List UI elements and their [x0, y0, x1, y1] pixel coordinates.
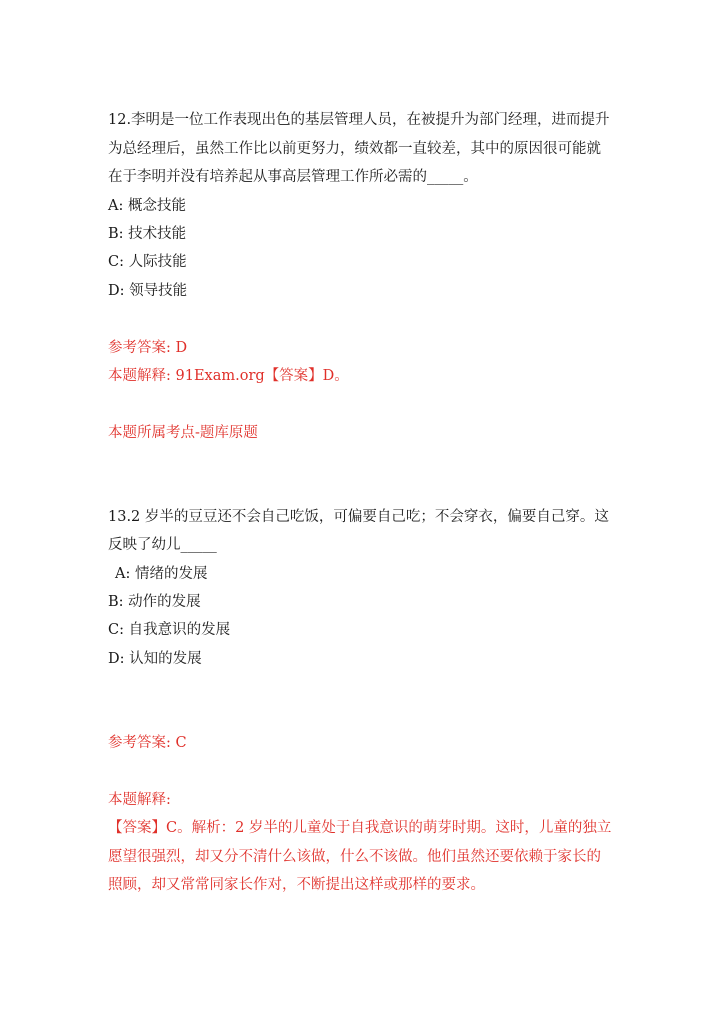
q13-stem-line-1: 13.2 岁半的豆豆还不会自己吃饭，可偏要自己吃；不会穿衣，偏要自己穿。这 [108, 509, 609, 525]
q13-explanation-label: 本题解释: [108, 792, 171, 808]
q13-option-c: C: 自我意识的发展 [108, 622, 231, 638]
q12-stem-line-1: 12.李明是一位工作表现出色的基层管理人员，在被提升为部门经理，进而提升 [108, 112, 610, 128]
q12-option-c: C: 人际技能 [108, 254, 187, 270]
q12-stem-line-3: 在于李明并没有培养起从事高层管理工作所必需的_____。 [108, 169, 478, 185]
q13-explanation-line-2: 愿望很强烈，却又分不清什么该做，什么不该做。他们虽然还要依赖于家长的 [108, 849, 601, 865]
q13-answer: 参考答案: C [108, 735, 187, 751]
q13-explanation-line-1: 【答案】C。解析：2 岁半的儿童处于自我意识的萌芽时期。这时，儿童的独立 [108, 820, 612, 836]
q12-category: 本题所属考点-题库原题 [108, 425, 258, 441]
q13-explanation-line-3: 照顾，却又常常同家长作对，不断提出这样或那样的要求。 [108, 877, 485, 893]
q13-option-b: B: 动作的发展 [108, 594, 201, 610]
q12-option-d: D: 领导技能 [108, 283, 188, 299]
q13-option-d: D: 认知的发展 [108, 651, 202, 667]
q13-stem-line-2: 反映了幼儿_____ [108, 537, 217, 553]
q13-option-a: A: 情绪的发展 [115, 566, 208, 582]
q12-option-a: A: 概念技能 [108, 198, 186, 214]
q12-answer: 参考答案: D [108, 340, 188, 356]
q12-explanation: 本题解释: 91Exam.org【答案】D。 [108, 368, 349, 384]
q12-option-b: B: 技术技能 [108, 226, 187, 242]
q12-stem-line-2: 为总经理后，虽然工作比以前更努力，绩效都一直较差，其中的原因很可能就 [108, 141, 601, 157]
